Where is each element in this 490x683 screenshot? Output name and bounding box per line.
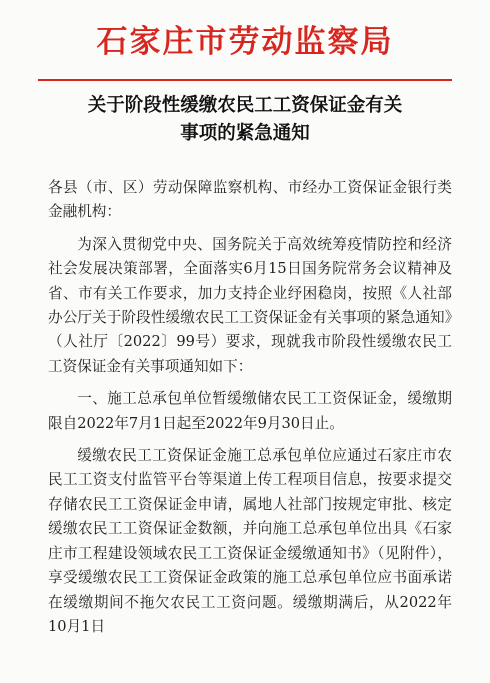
document-title-line-1: 关于阶段性缓缴农民工工资保证金有关 — [87, 95, 403, 116]
document-title — [30, 92, 460, 148]
document-body — [48, 176, 452, 647]
body-paragraph-3: 缓缴农民工工资保证金施工总承包单位应通过石家庄市农民工工资支付监管平台等渠道上传工程项目信息，按要求提交存储农民工工资保证金申请，属地人社部门按规定审批、核定缓缴农民工工资保证金数额，并向施工总承包单位出具《石家庄市工程建设领域农民工工资保证金缓缴通知书》（见附件），享受缓缴农民工工资保证金政策的施工总承包单位应书面承诺在缓缴期间不拖欠农民工工资问题。缓缴期满后，从2022年10月1日 — [48, 447, 452, 635]
body-paragraph-1: 为深入贯彻党中央、国务院关于高效统筹疫情防控和经济社会发展决策部署，全面落实6月15日国务院常务会议精神及省、市有关工作要求，加力支持企业纾困稳岗，按照《人社部办公厅关于阶段性缓缴农民工工资保证金有关事项的紧急通知》（人社厅〔2022〕99号）要求，现就我市阶段性缓缴农民工工资保证金有关事项通知如下： — [48, 235, 452, 375]
body-paragraph-2: 一、施工总承包单位暂缓缴储农民工工资保证金，缓缴期限自2022年7月1日起至2022年9月30日止。 — [48, 390, 452, 432]
issuing-organization-title: 石家庄市劳动监察局 — [96, 24, 394, 60]
red-header-divider — [38, 79, 452, 81]
document-title-line-2: 事项的紧急通知 — [180, 123, 310, 144]
addressee-line: 各县（市、区）劳动保障监察机构、市经办工资保证金银行类金融机构： — [48, 179, 452, 221]
